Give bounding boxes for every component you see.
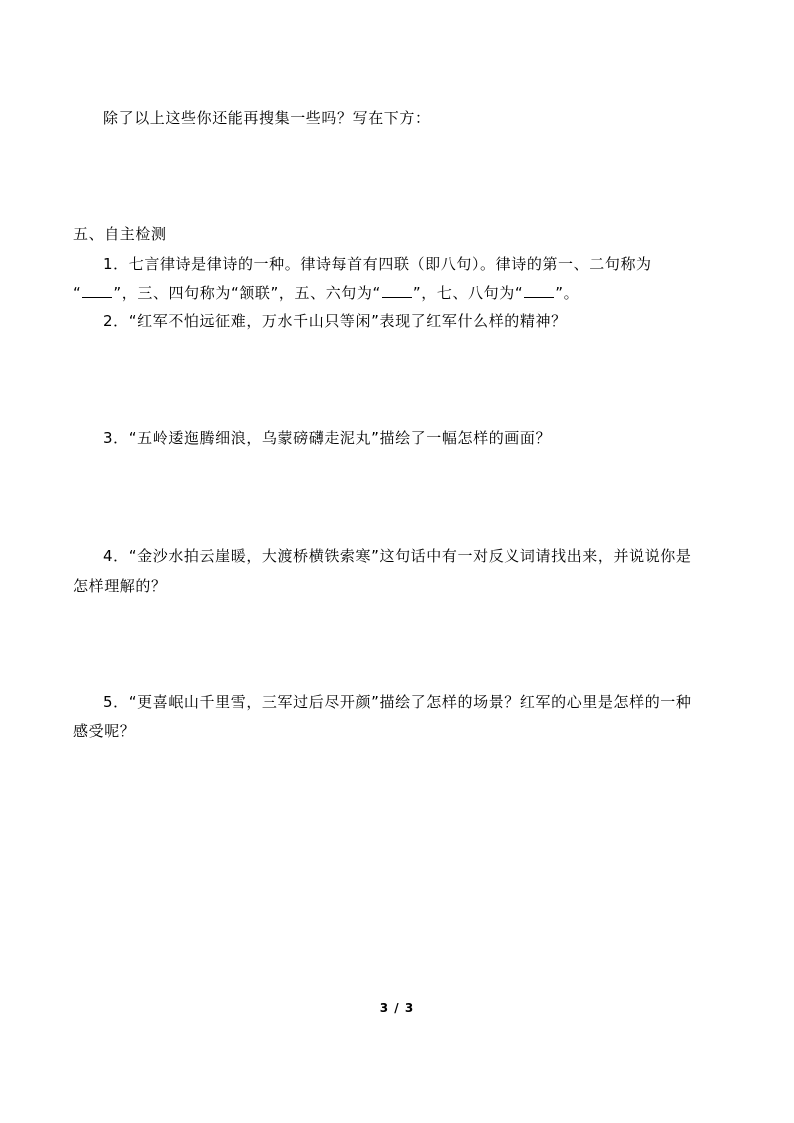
question-1-part-c: ”，七、八句为“ [412,284,524,302]
question-4-line-2: 怎样理解的？ [73,577,167,595]
answer-blank-2[interactable] [382,283,412,298]
question-4-line-1: 4．“金沙水拍云崖暖，大渡桥横铁索寒”这句话中有一对反义词请找出来，并说说你是 [103,547,692,565]
section-heading: 五、自主检测 [73,225,167,243]
question-1-part-b: ”，三、四句称为“颔联”，五、六句为“ [113,284,381,302]
question-2-line-1: 2．“红军不怕远征难，万水千山只等闲”表现了红军什么样的精神？ [103,312,567,330]
question-1-line-2 [73,283,579,303]
question-5-line-2: 感受呢？ [73,722,136,740]
answer-blank-3[interactable] [524,283,554,298]
answer-blank-1[interactable] [82,283,112,298]
question-5-line-1: 5．“更喜岷山千里雪，三军过后尽开颜”描绘了怎样的场景？红军的心里是怎样的一种 [103,693,692,711]
question-1-line-1: 1．七言律诗是律诗的一种。律诗每首有四联（即八句）。律诗的第一、二句称为 [103,255,652,273]
intro-prompt: 除了以上这些你还能再搜集一些吗？写在下方： [103,109,431,127]
question-3-line-1: 3．“五岭逶迤腾细浪，乌蒙磅礴走泥丸”描绘了一幅怎样的画面？ [103,429,552,447]
question-1-part-a: “ [73,284,82,302]
question-1-part-d: ”。 [555,284,580,302]
page-number: 3 / 3 [379,1001,415,1015]
